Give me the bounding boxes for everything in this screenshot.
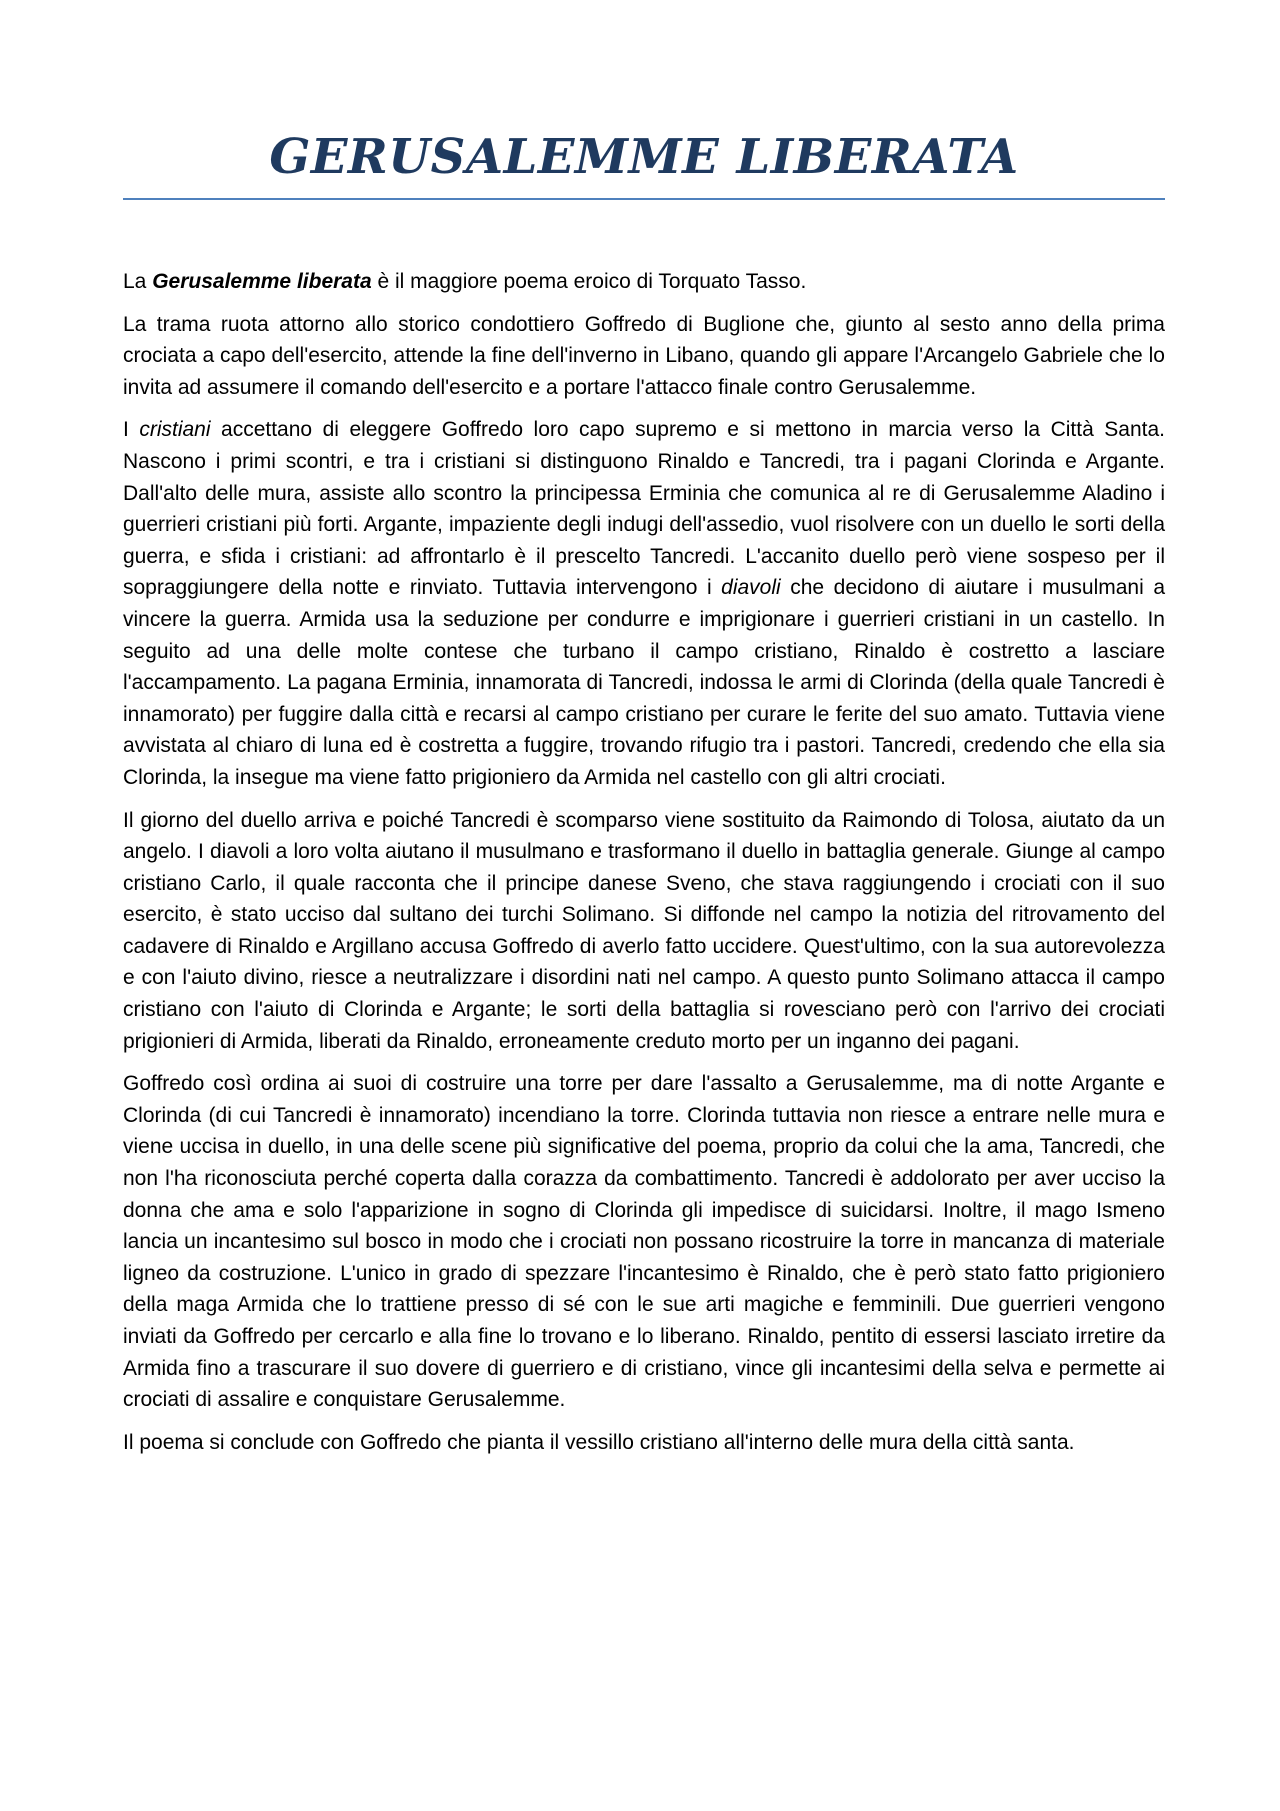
document-body — [123, 266, 1165, 1458]
intro-text-a: La — [123, 270, 153, 293]
crusade-italic-cristiani: cristiani — [139, 418, 211, 442]
paragraph-plot-start: La trama ruota attorno allo storico condottiero Goffredo di Buglione che, giunto al sesto anno della prima crociata a capo dell'esercito, attende la fine dell'inverno in Libano, quando gli appare l'Arcangelo Gabriele che lo invita ad assumere il comando dell'esercito e a portare l'attacco finale contro Gerusalemme. — [123, 312, 1165, 399]
title-underline — [123, 198, 1165, 200]
crusade-text-c: accettano di eleggere Goffredo loro capo supremo e si mettono in marcia verso la Città Santa. Nascono i primi scontri, e tra i cristiani si distinguono Rinaldo e Tancredi, tra i pagani Clorinda e Argante. Dall'alto delle mura, assiste allo scontro la principessa Erminia che comunica al re di Gerusalemme Aladino i guerrieri cristiani più forti. Argante, impaziente degli indugi dell'assedio, vuol risolvere con un duello le sorti della guerra, e sfida i cristiani: ad affrontarlo è il prescelto Tancredi. L'accanito duello però viene sospeso per il sopraggiungere della notte e rinviato. Tuttavia intervengono i — [123, 418, 1165, 600]
crusade-text-a: I — [123, 418, 140, 442]
paragraph-crusade — [123, 414, 1165, 793]
paragraph-tower: Goffredo così ordina ai suoi di costruire una torre per dare l'assalto a Gerusalemme, ma di notte Argante e Clorinda (di cui Tancredi è innamorato) incendiano la torre. Clorinda tuttavia non riesce a entrare nelle mura e viene uccisa in duello, in una delle scene più significative del poema, proprio da colui che la ama, Tancredi, che non l'ha riconosciuta perché coperta dalla corazza da combattimento. Tancredi è addolorato per aver ucciso la donna che ama e solo l'apparizione in sogno di Clorinda gli impedisce di suicidarsi. Inoltre, il mago Ismeno lancia un incantesimo sul bosco in modo che i crociati non possano ricostruire la torre in mancanza di materiale ligneo da costruzione. L'unico in grado di spezzare l'incantesimo è Rinaldo, che è però stato fatto prigioniero della maga Armida che lo trattiene presso di sé con le sue arti magiche e femminili. Due guerrieri vengono inviati da Goffredo per cercarlo e alla fine lo trovano e lo liberano. Rinaldo, pentito di essersi lasciato irretire da Armida fino a trascurare il suo dovere di guerriero e di cristiano, vince gli incantesimi della selva e permette ai crociati di assalire e conquistare Gerusalemme. — [123, 1072, 1165, 1412]
crusade-italic-diavoli: diavoli — [721, 576, 781, 600]
paragraph-intro — [123, 266, 1165, 298]
document-page — [123, 0, 1165, 1469]
document-title: GERUSALEMME LIBERATA — [269, 129, 1019, 185]
paragraph-duel: Il giorno del duello arriva e poiché Tancredi è scomparso viene sostituito da Raimondo di Tolosa, aiutato da un angelo. I diavoli a loro volta aiutano il musulmano e trasformano il duello in battaglia generale. Giunge al campo cristiano Carlo, il quale racconta che il principe danese Sveno, che stava raggiungendo i crociati con il suo esercito, è stato ucciso dal sultano dei turchi Solimano. Si diffonde nel campo la notizia del ritrovamento del cadavere di Rinaldo e Argillano accusa Goffredo di averlo fatto uccidere. Quest'ultimo, con la sua autorevolezza e con l'aiuto divino, riesce a neutralizzare i disordini nati nel campo. A questo punto Solimano attacca il campo cristiano con l'aiuto di Clorinda e Argante; le sorti della battaglia si rovesciano però con l'arrivo dei crociati prigionieri di Armida, liberati da Rinaldo, erroneamente creduto morto per un inganno dei pagani. — [123, 808, 1165, 1053]
crusade-text-e: che decidono di aiutare i musulmani a vincere la guerra. Armida usa la seduzione per condurre e imprigionare i guerrieri cristiani in un castello. In seguito ad una delle molte contese che turbano il campo cristiano, Rinaldo è costretto a lasciare l'accampamento. La pagana Erminia, innamorata di Tancredi, indossa le armi di Clorinda (della quale Tancredi è innamorato) per fuggire dalla città e recarsi al campo cristiano per curare le ferite del suo amato. Tuttavia viene avvistata al chiaro di luna ed è costretta a fuggire, trovando rifugio tra i pastori. Tancredi, credendo che ella sia Clorinda, la insegue ma viene fatto prigioniero da Armida nel castello con gli altri crociati. — [123, 576, 1165, 789]
intro-work-title: Gerusalemme liberata — [152, 270, 372, 293]
paragraph-conclusion: Il poema si conclude con Goffredo che pianta il vessillo cristiano all'interno delle mura della città santa. — [123, 1430, 1075, 1454]
intro-text-c: è il maggiore poema eroico di Torquato Tasso. — [371, 270, 807, 293]
